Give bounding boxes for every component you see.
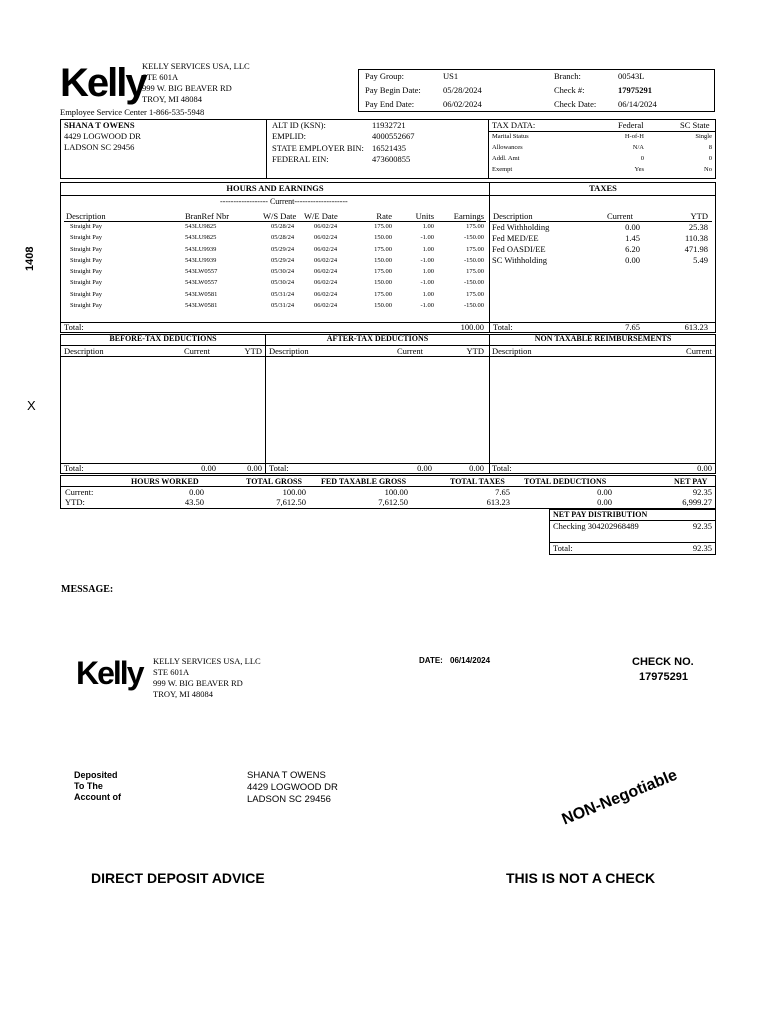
kelly-logo-advice: Kelly: [76, 655, 143, 691]
employee-addr2: LADSON SC 29456: [64, 142, 135, 152]
summary-ytd-hours: 43.50: [184, 497, 204, 507]
earn-desc: Straight Pay: [70, 279, 102, 286]
tax-data-state: 8: [708, 144, 712, 151]
summary-deductions-header: TOTAL DEDUCTIONS: [524, 477, 607, 486]
earn-branref: 543LU9825: [185, 234, 217, 241]
tax-data-federal: 0: [640, 155, 644, 162]
tax-desc: Fed Withholding: [492, 222, 550, 232]
tax-data-state-header: SC State: [680, 120, 710, 130]
pay-end-value: 06/02/2024: [443, 99, 482, 109]
summary-current-label: Current:: [65, 487, 94, 497]
non-taxable-total-current: 0.00: [697, 463, 712, 473]
distribution-account: Checking 304202968489: [553, 521, 639, 531]
after-tax-total-current: 0.00: [417, 463, 432, 473]
earn-desc: Straight Pay: [70, 302, 102, 309]
col-description: Description: [66, 211, 106, 221]
summary-taxes-header: TOTAL TAXES: [450, 477, 505, 486]
tax-data-federal: H-of-H: [624, 133, 644, 140]
before-tax-ytd-header: YTD: [244, 346, 262, 356]
earn-we: 06/02/24: [314, 257, 338, 264]
after-tax-current-header: Current: [397, 346, 423, 356]
tax-data-label: Allowances: [492, 144, 523, 151]
kelly-logo: Kelly: [60, 61, 146, 105]
earn-we: 06/02/24: [314, 268, 338, 275]
earn-desc: Straight Pay: [70, 234, 102, 241]
pay-begin-value: 05/28/2024: [443, 85, 482, 95]
earn-units: -1.00: [420, 257, 434, 264]
earn-rate: 175.00: [374, 223, 392, 230]
earn-units: 1.00: [422, 223, 434, 230]
check-label: Check #:: [554, 85, 585, 95]
summary-hours-header: HOURS WORKED: [131, 477, 199, 486]
branch-value: 00543L: [618, 71, 645, 81]
summary-ytd-taxes: 613.23: [486, 497, 510, 507]
distribution-total-value: 92.35: [692, 543, 712, 553]
summary-gross-header: TOTAL GROSS: [246, 477, 302, 486]
before-tax-total-ytd: 0.00: [247, 463, 262, 473]
earn-desc: Straight Pay: [70, 223, 102, 230]
state-bin-value: 16521435: [372, 143, 406, 153]
non-negotiable-stamp: NON-Negotiable: [559, 766, 680, 829]
earn-we: 06/02/24: [314, 246, 338, 253]
tax-ytd: 471.98: [684, 244, 708, 254]
direct-deposit-advice: DIRECT DEPOSIT ADVICE: [91, 870, 265, 886]
earn-branref: 543LU9939: [185, 246, 217, 253]
earn-branref: 543LW0581: [185, 302, 218, 309]
after-tax-title: AFTER-TAX DEDUCTIONS: [326, 334, 429, 343]
summary-current-hours: 0.00: [189, 487, 204, 497]
earn-desc: Straight Pay: [70, 246, 102, 253]
pay-group-value: US1: [443, 71, 459, 81]
alt-id-value: 11932721: [372, 120, 406, 130]
summary-ytd-net: 6,999.27: [682, 497, 712, 507]
before-tax-total-label: Total:: [64, 463, 84, 473]
not-a-check: THIS IS NOT A CHECK: [506, 870, 656, 886]
earn-rate: 150.00: [374, 234, 392, 241]
earn-desc: Straight Pay: [70, 257, 102, 264]
deductions-box: [60, 334, 716, 474]
distribution-title: NET PAY DISTRIBUTION: [553, 510, 648, 519]
deposited-label-3: Account of: [74, 792, 121, 802]
summary-fed-gross-header: FED TAXABLE GROSS: [321, 477, 407, 486]
earn-branref: 543LU9939: [185, 257, 217, 264]
tax-col-description: Description: [493, 211, 533, 221]
earn-we: 06/02/24: [314, 279, 338, 286]
earn-desc: Straight Pay: [70, 291, 102, 298]
earn-ws: 05/30/24: [271, 268, 295, 275]
earn-ws: 05/29/24: [271, 246, 295, 253]
company-addr1: STE 601A: [142, 72, 179, 82]
earn-ws: 05/29/24: [271, 257, 295, 264]
col-rate: Rate: [376, 211, 392, 221]
employee-name: SHANA T OWENS: [64, 120, 135, 130]
tax-data-label: Addl. Amt: [492, 155, 520, 162]
earn-desc: Straight Pay: [70, 268, 102, 275]
summary-current-taxes: 7.65: [495, 487, 510, 497]
deposited-label-1: Deposited: [74, 770, 118, 780]
before-tax-current-header: Current: [184, 346, 210, 356]
deposited-label-2: To The: [74, 781, 103, 791]
advice-company-name: KELLY SERVICES USA, LLC: [153, 656, 261, 666]
earn-ws: 05/31/24: [271, 291, 295, 298]
pay-end-label: Pay End Date:: [365, 99, 415, 109]
tax-col-ytd: YTD: [690, 211, 708, 221]
earn-units: 1.00: [422, 268, 434, 275]
company-addr3: TROY, MI 48084: [142, 94, 203, 104]
taxes-title: TAXES: [589, 183, 617, 193]
pay-begin-label: Pay Begin Date:: [365, 85, 421, 95]
state-bin-label: STATE EMPLOYER BIN:: [272, 143, 364, 153]
earn-amount: -150.00: [463, 302, 484, 309]
emplid-label: EMPLID:: [272, 131, 306, 141]
non-taxable-desc-header: Description: [492, 346, 532, 356]
earn-rate: 175.00: [374, 268, 392, 275]
payee-addr1: 4429 LOGWOOD DR: [247, 782, 338, 793]
earn-amount: 175.00: [466, 223, 484, 230]
earn-we: 06/02/24: [314, 302, 338, 309]
earn-we: 06/02/24: [314, 223, 338, 230]
non-taxable-total-label: Total:: [492, 463, 512, 473]
after-tax-desc-header: Description: [269, 346, 309, 356]
advice-addr2: 999 W. BIG BEAVER RD: [153, 678, 243, 688]
earn-rate: 150.00: [374, 279, 392, 286]
non-taxable-title: NON TAXABLE REIMBURSEMENTS: [534, 334, 672, 343]
tax-data-state: Single: [695, 133, 712, 140]
earn-branref: 543LW0581: [185, 291, 218, 298]
employee-addr1: 4429 LOGWOOD DR: [64, 131, 141, 141]
earn-branref: 543LW0557: [185, 279, 218, 286]
alt-id-label: ALT ID (KSN):: [272, 120, 326, 130]
earnings-total-value: 100.00: [460, 322, 484, 332]
summary-ytd-gross: 7,612.50: [276, 497, 306, 507]
payee-addr2: LADSON SC 29456: [247, 794, 331, 805]
before-tax-title: BEFORE-TAX DEDUCTIONS: [109, 334, 217, 343]
tax-ytd: 25.38: [688, 222, 708, 232]
advice-check-no-label: CHECK NO.: [632, 656, 694, 668]
earn-units: -1.00: [420, 302, 434, 309]
summary-current-fed-gross: 100.00: [384, 487, 408, 497]
tax-col-current: Current: [607, 211, 633, 221]
tax-data-label: Marital Status: [492, 133, 529, 140]
summary-current-net: 92.35: [692, 487, 712, 497]
earn-amount: 175.00: [466, 268, 484, 275]
earn-amount: -150.00: [463, 257, 484, 264]
summary-ytd-deductions: 0.00: [597, 497, 612, 507]
after-tax-total-label: Total:: [269, 463, 289, 473]
service-center: Employee Service Center 1-866-535-5948: [60, 107, 205, 117]
col-ws-date: W/S Date: [263, 211, 297, 221]
payee-name: SHANA T OWENS: [247, 770, 326, 781]
earn-ws: 05/31/24: [271, 302, 295, 309]
earn-amount: 175.00: [466, 246, 484, 253]
tax-desc: Fed OASDI/EE: [492, 244, 546, 254]
branch-label: Branch:: [554, 71, 581, 81]
advice-check-no: 17975291: [639, 671, 688, 683]
advice-date-label: DATE:: [419, 656, 443, 665]
check-date-value: 06/14/2024: [618, 99, 657, 109]
advice-addr3: TROY, MI 48084: [153, 689, 214, 699]
earn-units: 1.00: [422, 246, 434, 253]
summary-ytd-fed-gross: 7,612.50: [378, 497, 408, 507]
earn-we: 06/02/24: [314, 234, 338, 241]
earn-units: 1.00: [422, 291, 434, 298]
check-date-label: Check Date:: [554, 99, 597, 109]
company-name: KELLY SERVICES USA, LLC: [142, 61, 250, 71]
margin-id: 1408: [24, 246, 36, 271]
summary-current-gross: 100.00: [282, 487, 306, 497]
distribution-total-label: Total:: [553, 543, 573, 553]
tax-data-state: 0: [708, 155, 712, 162]
taxes-total-current: 7.65: [625, 322, 640, 332]
earn-branref: 543LU9825: [185, 223, 217, 230]
earn-units: -1.00: [420, 279, 434, 286]
tax-data-title: TAX DATA:: [492, 120, 536, 130]
advice-date: 06/14/2024: [450, 656, 491, 665]
summary-net-header: NET PAY: [674, 477, 708, 486]
earn-units: -1.00: [420, 234, 434, 241]
non-taxable-current-header: Current: [686, 346, 712, 356]
tax-data-federal-header: Federal: [618, 120, 644, 130]
message-label: MESSAGE:: [61, 584, 114, 595]
emplid-value: 4000552667: [372, 131, 415, 141]
earn-ws: 05/28/24: [271, 234, 295, 241]
earn-amount: 175.00: [466, 291, 484, 298]
earnings-current-label: ------------------ Current--------------------: [220, 197, 348, 206]
col-branref: BranRef Nbr: [185, 211, 230, 221]
check-value: 17975291: [618, 85, 652, 95]
tax-current: 6.20: [625, 244, 640, 254]
tax-current: 0.00: [625, 255, 640, 265]
earn-ws: 05/28/24: [271, 223, 295, 230]
taxes-total-ytd: 613.23: [684, 322, 708, 332]
federal-ein-label: FEDERAL EIN:: [272, 154, 329, 164]
col-we-date: W/E Date: [304, 211, 338, 221]
after-tax-ytd-header: YTD: [466, 346, 484, 356]
earn-amount: -150.00: [463, 234, 484, 241]
taxes-total-label: Total:: [493, 322, 513, 332]
earn-rate: 150.00: [374, 257, 392, 264]
earn-we: 06/02/24: [314, 291, 338, 298]
earn-amount: -150.00: [463, 279, 484, 286]
tax-ytd: 5.49: [693, 255, 708, 265]
earnings-total-label: Total:: [64, 322, 84, 332]
company-addr2: 999 W. BIG BEAVER RD: [142, 83, 232, 93]
advice-addr1: STE 601A: [153, 667, 190, 677]
earn-rate: 175.00: [374, 291, 392, 298]
federal-ein-value: 473600855: [372, 154, 411, 164]
earn-ws: 05/30/24: [271, 279, 295, 286]
before-tax-total-current: 0.00: [201, 463, 216, 473]
tax-data-state: No: [704, 166, 712, 173]
earn-rate: 175.00: [374, 246, 392, 253]
pay-group-label: Pay Group:: [365, 71, 404, 81]
tax-current: 1.45: [625, 233, 640, 243]
col-earnings: Earnings: [453, 211, 484, 221]
after-tax-total-ytd: 0.00: [469, 463, 484, 473]
before-tax-desc-header: Description: [64, 346, 104, 356]
summary-current-deductions: 0.00: [597, 487, 612, 497]
col-units: Units: [415, 211, 434, 221]
earn-branref: 543LW0557: [185, 268, 218, 275]
tax-ytd: 110.38: [684, 233, 708, 243]
earnings-title: HOURS AND EARNINGS: [226, 183, 324, 193]
tax-current: 0.00: [625, 222, 640, 232]
tax-data-label: Exempt: [492, 166, 513, 173]
tax-data-federal: Yes: [634, 166, 644, 173]
summary-ytd-label: YTD:: [65, 497, 85, 507]
tax-desc: SC Withholding: [492, 255, 547, 265]
tax-desc: Fed MED/EE: [492, 233, 539, 243]
distribution-amount: 92.35: [692, 521, 712, 531]
tax-data-federal: N/A: [632, 144, 644, 151]
margin-x-mark: X: [27, 398, 36, 413]
earn-rate: 150.00: [374, 302, 392, 309]
